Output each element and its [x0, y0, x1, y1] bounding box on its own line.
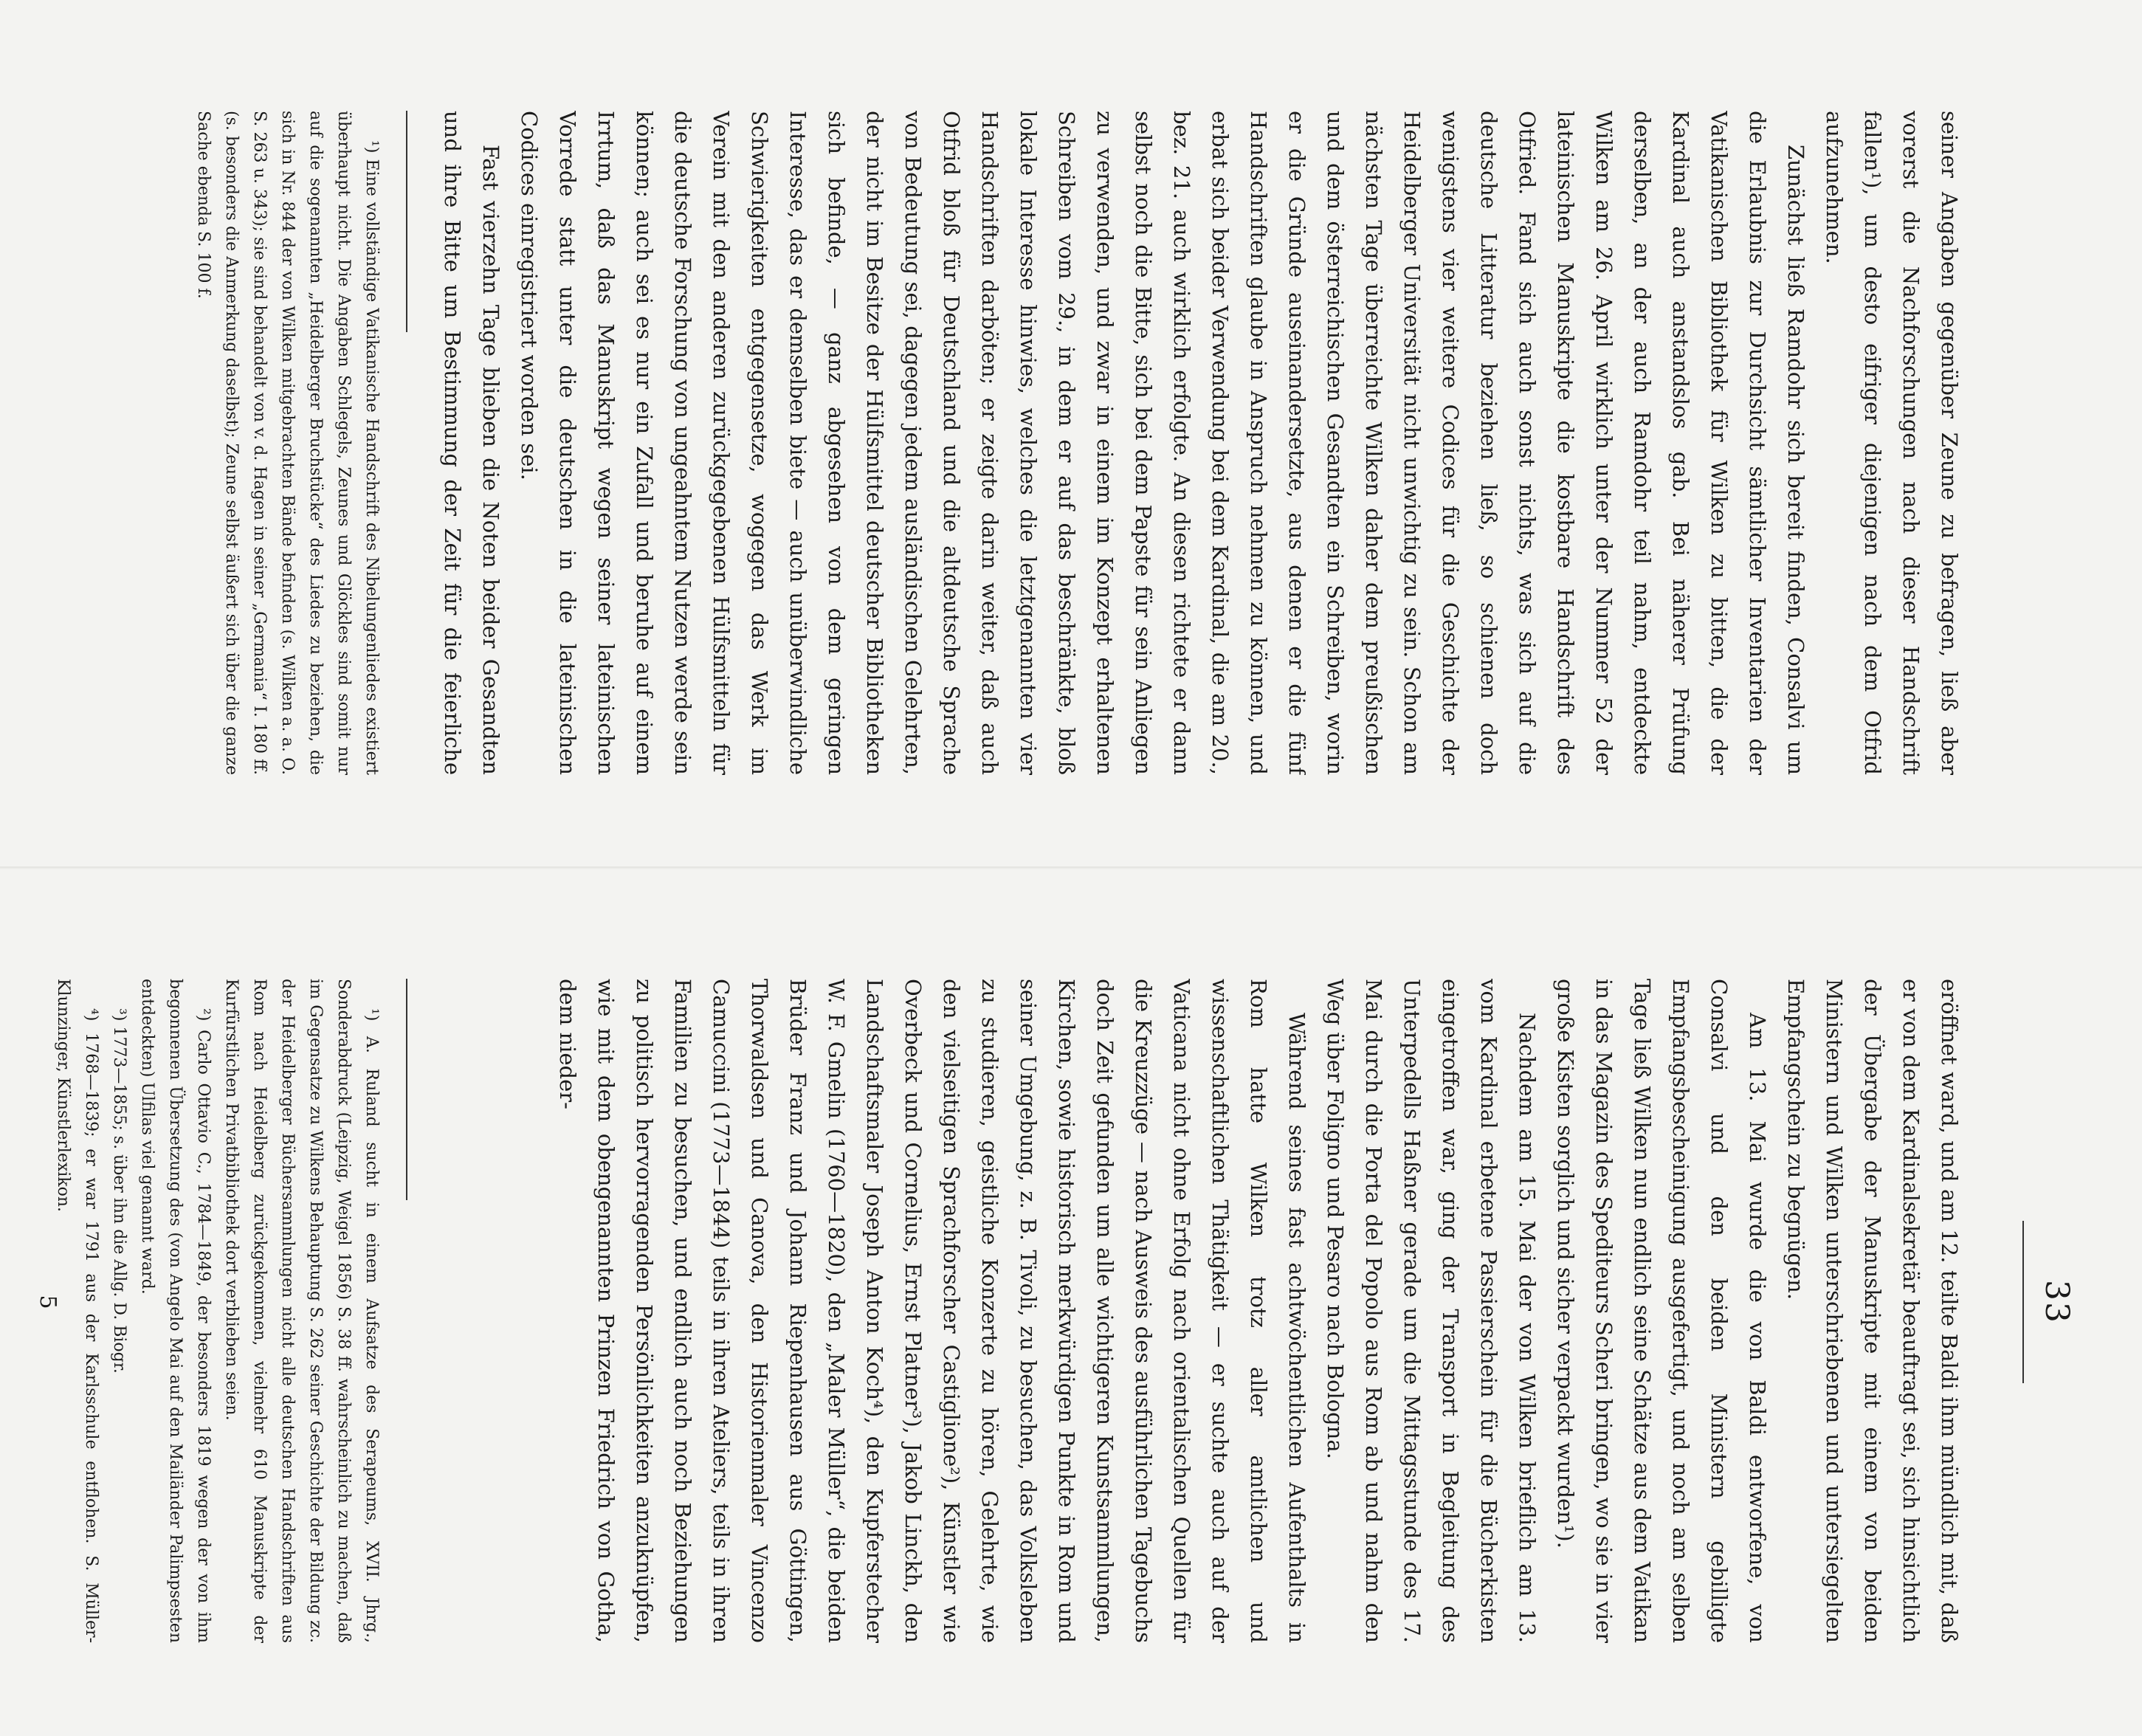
left-page-body [430, 111, 1969, 775]
right-footnote-2: ²) Carlo Ottavio C., 1784—1849, der besonders 1819 wegen der von ihm begonnenen Übersetzung des (von Angelo Mai auf den Mailänder Palimpsesten entdeckten) Ulfilas viel genannt ward. [138, 979, 213, 1643]
left-footnote-rule [406, 111, 407, 332]
left-paragraph-1: seiner Angaben gegenüber Zeune zu befragen, ließ aber vorerst die Nachforschungen nach dieser Handschrift fallen¹), um desto eifriger diejenigen nach dem Otfrid aufzunehmen. [1822, 111, 1962, 775]
right-page [0, 868, 2142, 1736]
left-paragraph-2: Zunächst ließ Ramdohr sich bereit finden, Consalvi um die Erlaubnis zur Durchsicht sämtlicher Inventarien der Vatikanischen Bibliothek für Wilken zu bitten, die der Kardinal auch anstandslos gab. Bei näherer Prüfung derselben, an der auch Ramdohr teil nahm, entdeckte Wilken am 26. April wirklich unter der Nummer 52 der lateinischen Manuskripte die kostbare Handschrift des Otfried. Fand sich auch sonst nichts, was sich auf die deutsche Litteratur beziehen ließ, so schienen doch wenigstens vier weitere Codices für die Geschichte der Heidelberger Universität nicht unwichtig zu sein. Schon am nächsten Tage überreichte Wilken daher dem preußischen und dem österreichischen Gesandten ein Schreiben, worin er die Gründe auseinandersetzte, aus denen er die fünf Handschriften glaube in Anspruch nehmen zu können, und erbat sich beider Verwendung bei dem Kardinal, die am 20., bez. 21. auch wirklich erfolgte. An diesen richtete er dann selbst noch die Bitte, sich bei dem Papste für sein Anliegen zu verwenden, und zwar in einem im Konzept erhaltenen Schreiben vom 29., in dem er auf das beschränkte, bloß lokale Interesse hinwies, welches die letztgenannten vier Handschriften darböten; er zeigte darin weiter, daß auch Otfrid bloß für Deutschland und die altdeutsche Sprache von Bedeutung sei, dagegen jedem ausländischen Gelehrten, der nicht im Besitze der Hülfsmittel deutscher Bibliotheken sich befinde, — ganz abgesehen von dem geringen Interesse, das er demselben biete — auch unüberwindliche Schwierigkeiten entgegensetze, wogegen das Werk im Verein mit den anderen zurückgegebenen Hülfsmitteln für die deutsche Forschung von ungeahntem Nutzen werde sein können; auch sei es nur ein Zufall und beruhe auf einem Irrtum, daß das Manuskript wegen seiner lateinischen Vorrede statt unter die deutschen in die lateinischen Codices einregistriert worden sei. [517, 111, 1808, 775]
right-paragraph-1: eröffnet ward, und am 12. teilte Baldi ihm mündlich mit, daß er von dem Kardinalsekretär beauftragt sei, sich hinsichtlich der Übergabe der Manuskripte mit einem von beiden Ministern und Wilken unterschriebenen und untersiegelten Empfangschein zu begnügen. [1783, 979, 1962, 1643]
right-footnote-4: ⁴) 1768—1839; er war 1791 aus der Karlsschule entflohen. S. Müller-Klunzinger, Künstlerlexikon. [54, 979, 100, 1643]
header-rule [2022, 1221, 2024, 1383]
right-footnote-3: ³) 1773—1855; s. über ihn die Allg. D. Biogr. [110, 1008, 128, 1374]
signature-mark: 5 [35, 1295, 61, 1309]
left-footnotes [38, 111, 385, 775]
right-paragraph-4: Während seines fast achtwöchentlichen Aufenthalts in Rom hatte Wilken trotz aller amtlichen und wissenschaftlichen Thätigkeit — er suchte auch auf der Vaticana nicht ohne Erfolg nach orientalischen Quellen für die Kreuzzüge — nach Ausweis des ausführlichen Tagebuchs doch Zeit gefunden um alle wichtigeren Kunstsammlungen, Kirchen, sowie historisch merkwürdigen Punkte in Rom und seiner Umgebung, z. B. Tivoli, zu besuchen, das Volksleben zu studieren, geistliche Konzerte zu hören, Gelehrte, wie den vielseitigen Sprachforscher Castiglione²), Künstler wie Overbeck und Cornelius, Ernst Platner³), Jakob Linckh, den Landschaftsmaler Joseph Anton Koch⁴), den Kupferstecher W. F. Gmelin (1760—1820), den „Maler Müller“, die beiden Brüder Franz und Johann Riepenhausen aus Göttingen, Thorwaldsen und Canova, den Historienmaler Vincenzo Camuccini (1773—1844) teils in ihren Ateliers, teils in ihren Familien zu besuchen, und endlich auch noch Beziehungen zu politisch hervorragenden Persönlichkeiten anzuknüpfen, wie mit dem obengenannten Prinzen Friedrich von Gotha, dem nieder- [555, 979, 1309, 1643]
right-footnotes [38, 979, 385, 1643]
right-footnote-rule [406, 979, 407, 1200]
right-footnote-1: ¹) A. Ruland sucht in einem Aufsatze des Serapeums, XVII. Jhrg., Sonderabdruck (Leipzig, Weigel 1856) S. 38 ff. wahrscheinlich zu machen, daß im Gegensatze zu Wilkens Behauptung S. 262 seiner Geschichte der Bildung zc. der Heidelberger Büchersammlungen nicht alle deutschen Handschriften aus Rom nach Heidelberg zurückgekommen, vielmehr 610 Manuskripte der Kurfürstlichen Privatbibliothek dort verblieben seien. [222, 979, 381, 1643]
left-paragraph-3: Fast vierzehn Tage blieben die Noten beider Gesandten und ihre Bitte um Bestimmung der Zeit für die feierliche [440, 111, 503, 775]
right-paragraph-2: Am 13. Mai wurde die von Baldi entworfene, von Consalvi und den beiden Ministern gebilligte Empfangsbescheinigung ausgefertigt, und noch am selben Tage ließ Wilken nun endlich seine Schätze aus dem Vatikan in das Magazin des Spediteurs Scheri bringen, wo sie in vier große Kisten sorglich und sicher verpackt wurden¹). [1553, 979, 1770, 1643]
left-footnote-1: ¹) Eine vollständige Vatikanische Handschrift des Nibelungenliedes existiert überhaupt nicht. Die Angaben Schlegels, Zeunes und Glöckles sind somit nur auf die sogenannten „Heidelberger Bruchstücke“ des Liedes zu beziehen, die sich in Nr. 844 der von Wilken mitgebrachten Bände befinden (s. Wilken a. a. O. S. 263 u. 343); sie sind behandelt von v. d. Hagen in seiner „Germania“ I. 180 ff. (s. besonders die Anmerkung daselbst); Zeune selbst äußert sich über die ganze Sache ebenda S. 100 f. [194, 111, 381, 775]
right-paragraph-3: Nachdem am 15. Mai der von Wilken brieflich am 13. vom Kardinal erbetene Passierschein für die Bücherkisten eingetroffen war, ging der Transport in Begleitung des Unterpedells Haßner gerade um die Mittagsstunde des 17. Mai durch die Porta del Popolo aus Rom ab und nahm den Weg über Foligno und Pesaro nach Bologna. [1323, 979, 1540, 1643]
right-page-body [430, 979, 1969, 1643]
page-number: 33 [2038, 1280, 2076, 1324]
